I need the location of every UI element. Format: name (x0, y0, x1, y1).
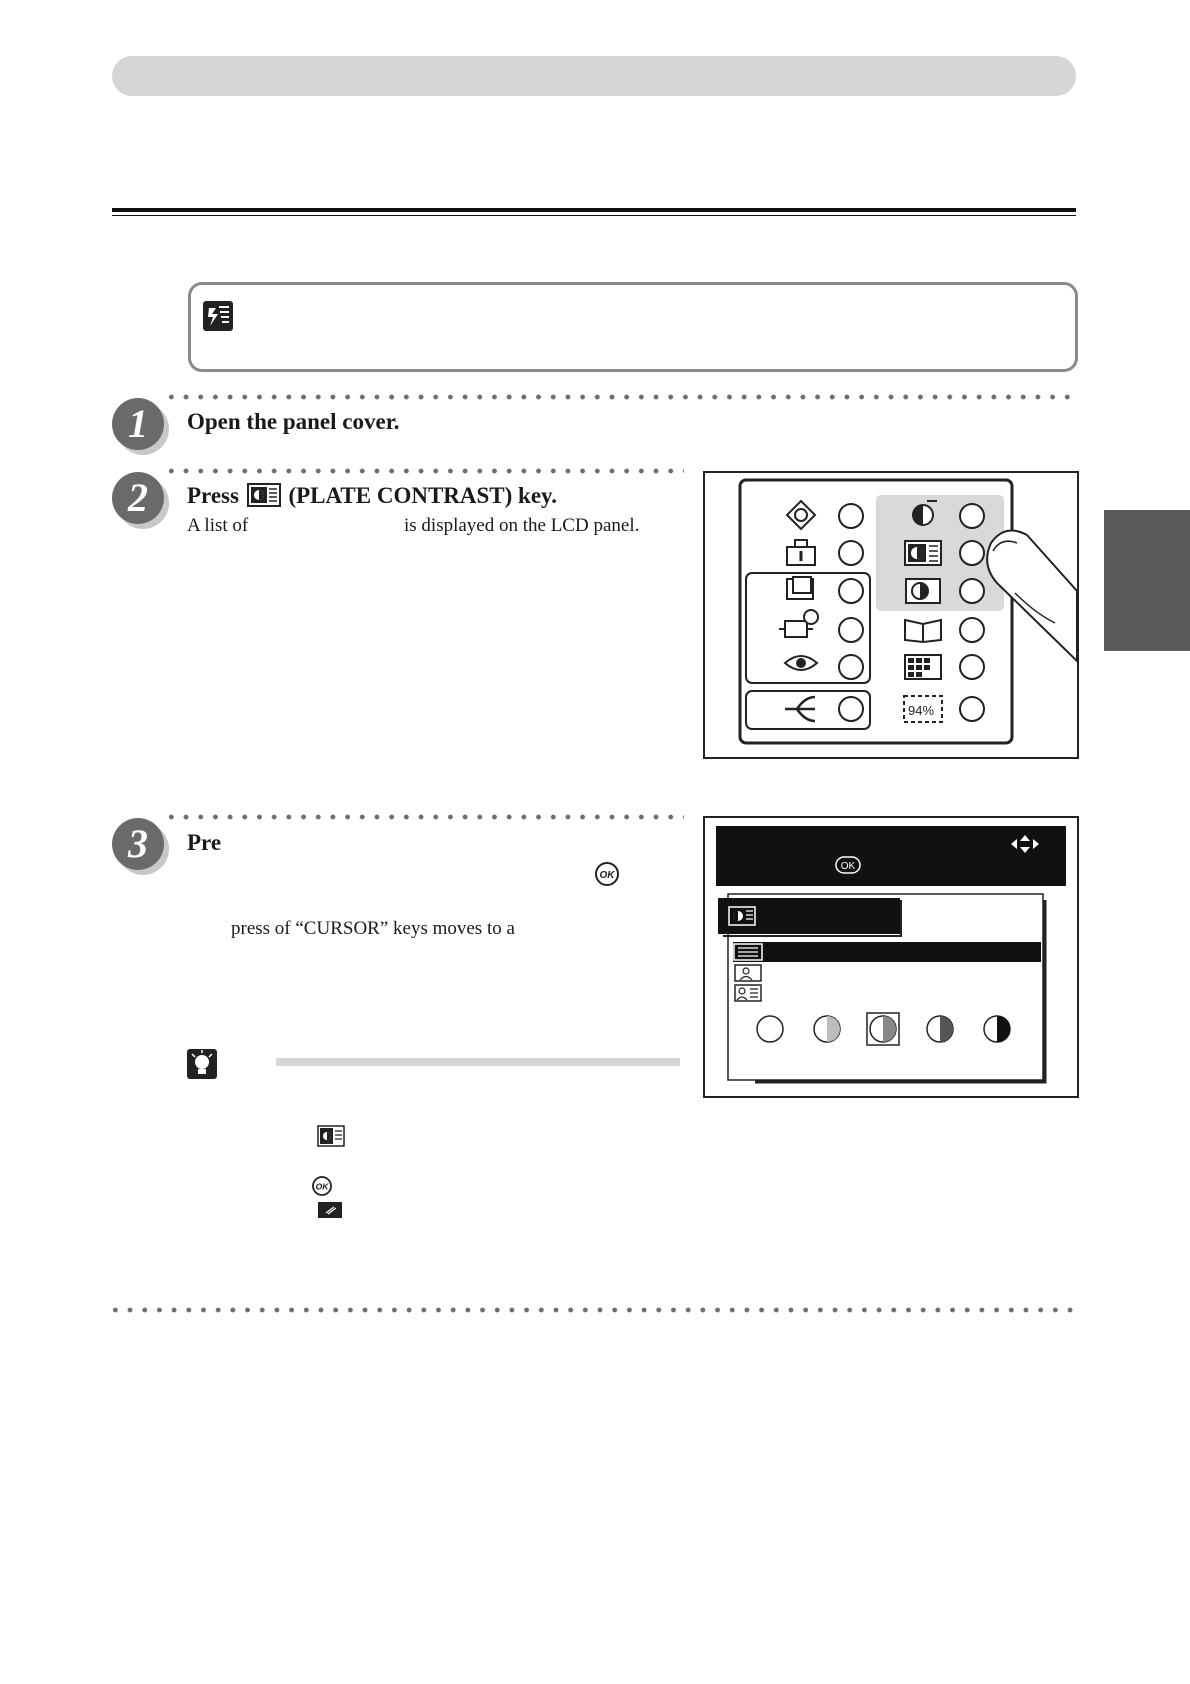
duo-mode-icon (735, 985, 761, 1001)
section-rule-thin (112, 215, 1076, 216)
header-bar (112, 56, 1076, 96)
magnification-label: 94% (907, 703, 935, 718)
note-box (188, 282, 1078, 372)
contrast-level-1 (757, 1016, 783, 1042)
ok-key-icon (836, 857, 860, 873)
step-divider (164, 814, 684, 820)
single-sided-copy-icon (787, 577, 813, 599)
hint-bulb-icon (186, 1048, 218, 1080)
step-text: is displayed on the LCD panel. (404, 515, 640, 536)
chapter-side-tab (1104, 510, 1190, 651)
contrast-level-2 (814, 1016, 840, 1042)
control-panel-illustration (705, 473, 1077, 757)
plate-contrast-key-icon (247, 483, 281, 507)
step-title-suffix: (PLATE CONTRAST) key. (288, 483, 558, 508)
plate-contrast-icon (729, 907, 755, 925)
step-text: A list of (187, 515, 249, 536)
control-panel-figure (703, 471, 1079, 759)
step-text: press of “CURSOR” keys moves to a (231, 918, 515, 939)
book-shadow-icon (905, 620, 941, 642)
step-divider (164, 394, 1076, 400)
photo-mode-icon (735, 965, 761, 981)
contrast-level-3 (867, 1013, 899, 1045)
step-title (187, 483, 557, 509)
text-mode-icon (734, 944, 762, 960)
step-title-prefix: Press (187, 483, 239, 508)
plate-contrast-icon (905, 541, 941, 565)
step-number: 3 (112, 818, 164, 870)
contrast-level-4 (927, 1016, 953, 1042)
important-note-icon (202, 300, 234, 332)
lcd-panel-illustration (705, 818, 1077, 1096)
svg-text:OK: OK (315, 1181, 329, 1192)
step-number: 1 (112, 398, 164, 450)
section-rule (112, 208, 1076, 212)
step-number: 2 (112, 472, 164, 524)
section-end-divider (108, 1307, 1078, 1313)
step-divider (164, 468, 684, 474)
svg-text:OK: OK (840, 861, 856, 872)
svg-text:OK: OK (599, 870, 615, 881)
ok-key-icon (594, 861, 620, 887)
reduce-magnification-icon (904, 696, 942, 722)
lcd-panel-figure (703, 816, 1079, 1098)
step-title: Pre (187, 830, 222, 855)
ok-key-icon (311, 1175, 333, 1197)
tip-header-bar (276, 1058, 680, 1066)
halftone-contrast-icon (906, 579, 940, 603)
reset-key-icon (318, 1202, 342, 1218)
multi-up-icon (905, 655, 941, 679)
step-title: Open the panel cover. (187, 409, 400, 434)
plate-contrast-key-icon (317, 1125, 345, 1147)
contrast-level-5 (984, 1016, 1010, 1042)
